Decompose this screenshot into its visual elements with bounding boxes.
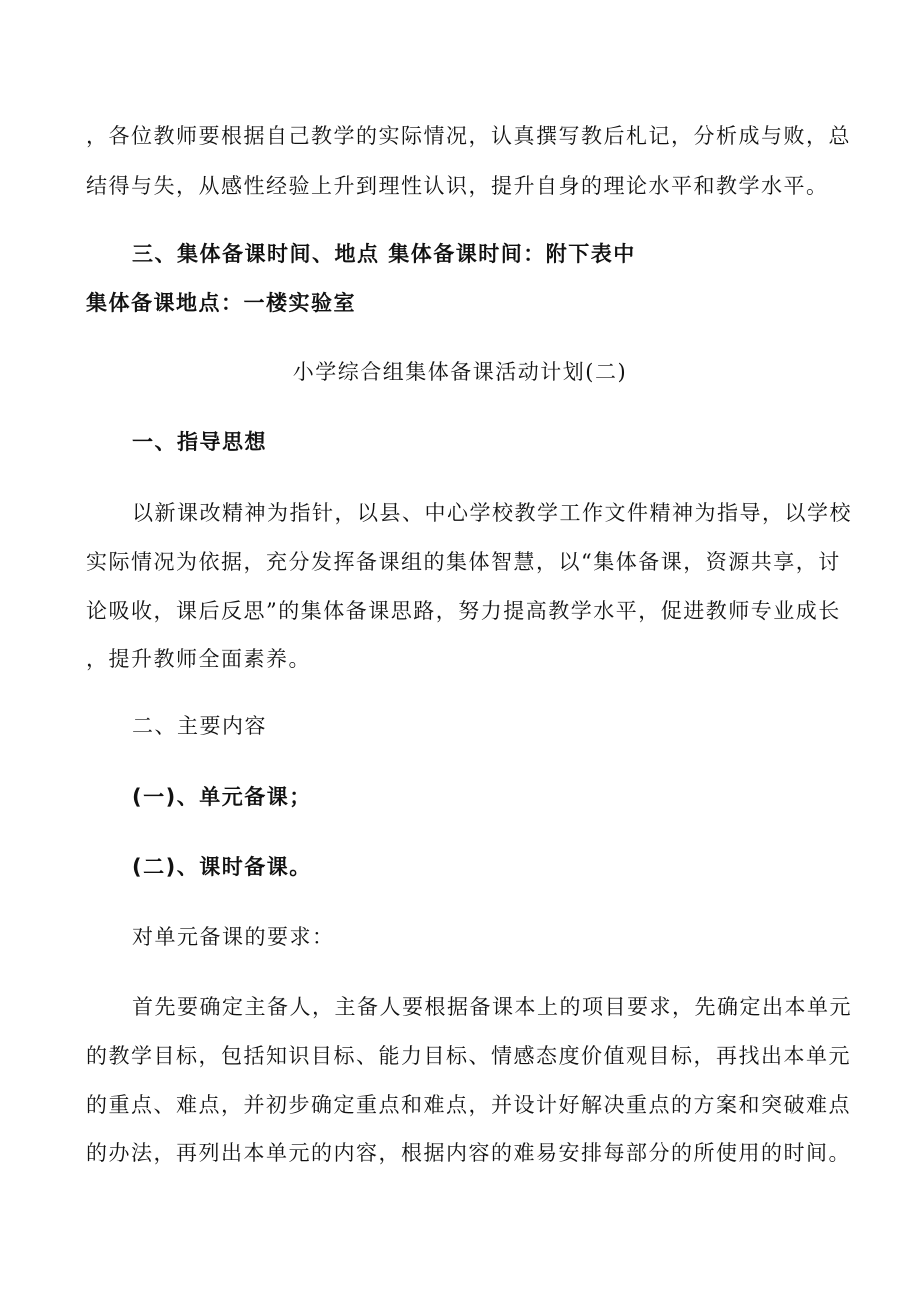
section-heading: 二、主要内容 xyxy=(132,714,267,738)
section-subheading: 集体备课地点：一楼实验室 xyxy=(86,291,356,315)
paragraph-line: ，提升教师全面素养。 xyxy=(86,647,311,671)
section-heading: 一、指导思想 xyxy=(132,430,267,454)
document-title: 小学综合组集体备课活动计划(二) xyxy=(292,360,628,384)
list-item: (二)、课时备课。 xyxy=(132,855,312,879)
paragraph-line: 的教学目标，包括知识目标、能力目标、情感态度价值观目标，再找出本单元 xyxy=(86,1044,851,1068)
paragraph-line: ，各位教师要根据自己教学的实际情况，认真撰写教后札记，分析成与败，总 xyxy=(86,124,851,148)
paragraph-line: 结得与失，从感性经验上升到理性认识，提升自身的理论水平和教学水平。 xyxy=(86,174,829,198)
paragraph-line: 实际情况为依据，充分发挥备课组的集体智慧，以“集体备课，资源共享，讨 xyxy=(86,550,841,574)
list-item: (一)、单元备课； xyxy=(132,785,312,809)
paragraph-line: 以新课改精神为指针，以县、中心学校教学工作文件精神为指导，以学校 xyxy=(132,501,852,525)
paragraph-line: 的重点、难点，并初步确定重点和难点，并设计好解决重点的方案和突破难点 xyxy=(86,1093,851,1117)
paragraph-heading: 对单元备课的要求： xyxy=(132,925,335,949)
paragraph-line: 的办法，再列出本单元的内容，根据内容的难易安排每部分的所使用的时间。 xyxy=(86,1141,851,1165)
paragraph-line: 论吸收，课后反思”的集体备课思路，努力提高教学水平，促进教师专业成长 xyxy=(86,599,841,623)
paragraph-line: 首先要确定主备人，主备人要根据备课本上的项目要求，先确定出本单元 xyxy=(132,995,852,1019)
section-heading: 三、集体备课时间、地点 集体备课时间：附下表中 xyxy=(132,242,636,266)
